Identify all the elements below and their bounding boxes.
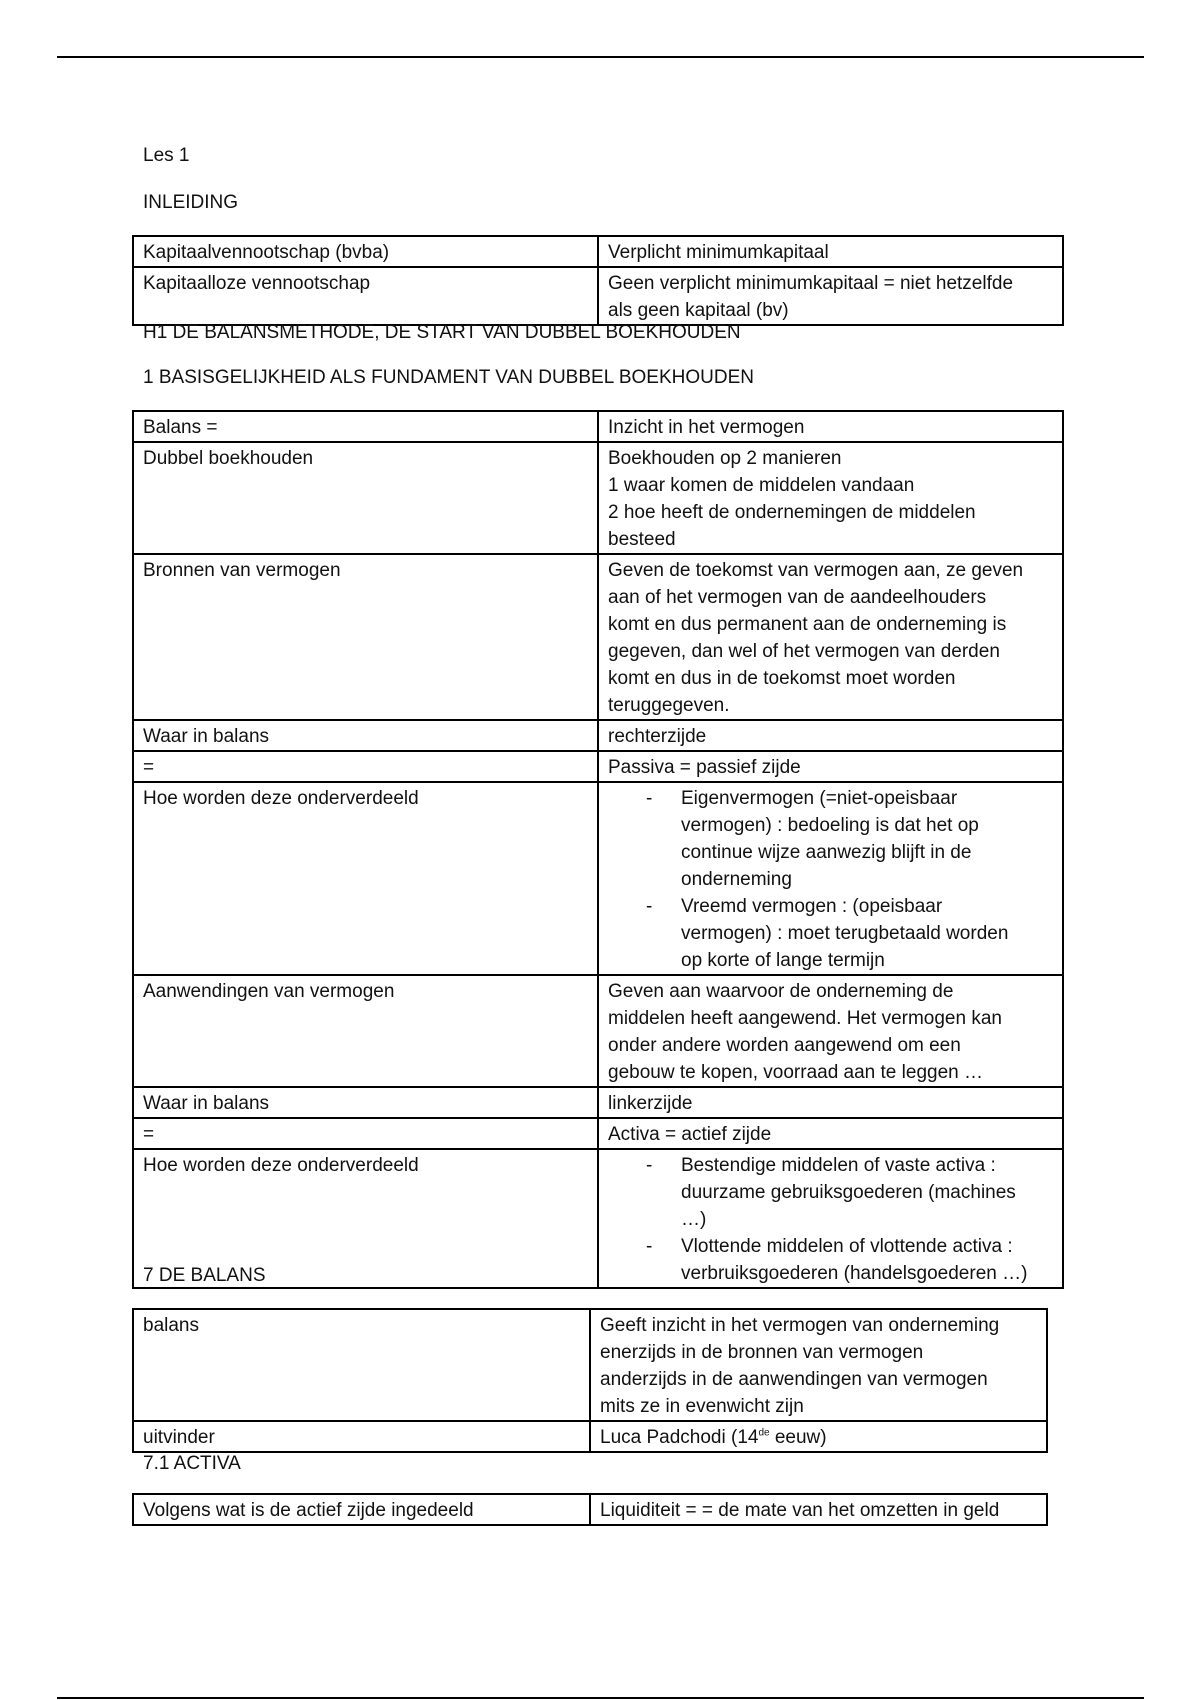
term-cell: = [133,751,598,782]
term-cell: Kapitaalloze vennootschap [133,267,598,325]
chapter-heading: H1 DE BALANSMETHODE, DE START VAN DUBBEL BOEKHOUDEN [143,322,741,343]
definition-cell [598,782,1063,975]
table-row [133,1494,1047,1525]
table-row [133,554,1063,720]
section-heading-1: 1 BASISGELIJKHEID ALS FUNDAMENT VAN DUBBEL BOEKHOUDEN [143,367,754,388]
definition-cell: Verplicht minimumkapitaal [598,236,1063,267]
term-cell: Volgens wat is de actief zijde ingedeeld [133,1494,590,1525]
definition-cell: Geeft inzicht in het vermogen van onderneming enerzijds in de bronnen van vermogen anderzijds in de aanwendingen van vermogen mits ze in evenwicht zijn [590,1309,1047,1421]
term-cell: balans [133,1309,590,1421]
table-row [133,1118,1063,1149]
table-row [133,442,1063,554]
definition-cell: Liquiditeit = = de mate van het omzetten in geld [590,1494,1047,1525]
definition-cell: linkerzijde [598,1087,1063,1118]
definition-cell: Inzicht in het vermogen [598,411,1063,442]
list-item: - Eigenvermogen (=niet-opeisbaar vermogen) : bedoeling is dat het op continue wijze aanwezig blijft in de onderneming [681,785,1053,893]
term-cell: Dubbel boekhouden [133,442,598,554]
table-row [133,782,1063,975]
table-row [133,411,1063,442]
definition-cell: Geen verplicht minimumkapitaal = niet hetzelfde als geen kapitaal (bv) [598,267,1063,325]
definition-cell: Passiva = passief zijde [598,751,1063,782]
table-row [133,1149,1063,1288]
term-cell: Waar in balans [133,1087,598,1118]
inventor-text: Luca Padchodi (14 [600,1427,759,1448]
bullet-list [608,1152,1053,1287]
definition-cell: Activa = actief zijde [598,1118,1063,1149]
table-balans [132,1308,1048,1453]
table-row [133,1087,1063,1118]
definition-cell: Geven de toekomst van vermogen aan, ze geven aan of het vermogen van de aandeelhouders komt en dus permanent aan de onderneming is gegeven, dan wel of het vermogen van derden komt en dus in de toekomst moet worden teruggegeven. [598,554,1063,720]
header-rule [57,56,1144,58]
intro-heading: INLEIDING [143,192,239,213]
footer-rule [57,1697,1144,1699]
bullet-list [608,785,1053,974]
list-item: - Bestendige middelen of vaste activa : duurzame gebruiksgoederen (machines …) [681,1152,1053,1233]
definition-cell: Geven aan waarvoor de onderneming de middelen heeft aangewend. Het vermogen kan onder andere worden aangewend om een gebouw te kopen, voorraad aan te leggen … [598,975,1063,1087]
definition-cell: rechterzijde [598,720,1063,751]
definition-cell: Boekhouden op 2 manieren 1 waar komen de middelen vandaan 2 hoe heeft de ondernemingen de middelen besteed [598,442,1063,554]
table-row [133,1421,1047,1452]
term-cell: = [133,1118,598,1149]
term-cell: Kapitaalvennootschap (bvba) [133,236,598,267]
table-activa [132,1493,1048,1526]
lesson-title: Les 1 [143,145,190,166]
table-row [133,1309,1047,1421]
table-row [133,267,1063,325]
term-cell: Balans = [133,411,598,442]
term-cell: Bronnen van vermogen [133,554,598,720]
table-basis [132,410,1064,1289]
table-row [133,720,1063,751]
term-cell: Hoe worden deze onderverdeeld [133,782,598,975]
ordinal-suffix: de [758,1427,770,1439]
list-item: - Vlottende middelen of vlottende activa : verbruiksgoederen (handelsgoederen …) [681,1233,1053,1287]
definition-cell [598,1149,1063,1288]
term-cell: Hoe worden deze onderverdeeld [133,1149,598,1288]
table-row [133,236,1063,267]
definition-cell [590,1421,1047,1452]
table-intro [132,235,1064,326]
term-cell: uitvinder [133,1421,590,1452]
list-item: - Vreemd vermogen : (opeisbaar vermogen) : moet terugbetaald worden op korte of lange termijn [681,893,1053,974]
table-row [133,751,1063,782]
term-cell: Aanwendingen van vermogen [133,975,598,1087]
section-heading-7: 7 DE BALANS [143,1265,266,1286]
inventor-text-end: eeuw) [769,1427,827,1448]
table-row [133,975,1063,1087]
term-cell: Waar in balans [133,720,598,751]
section-heading-7-1: 7.1 ACTIVA [143,1453,241,1474]
